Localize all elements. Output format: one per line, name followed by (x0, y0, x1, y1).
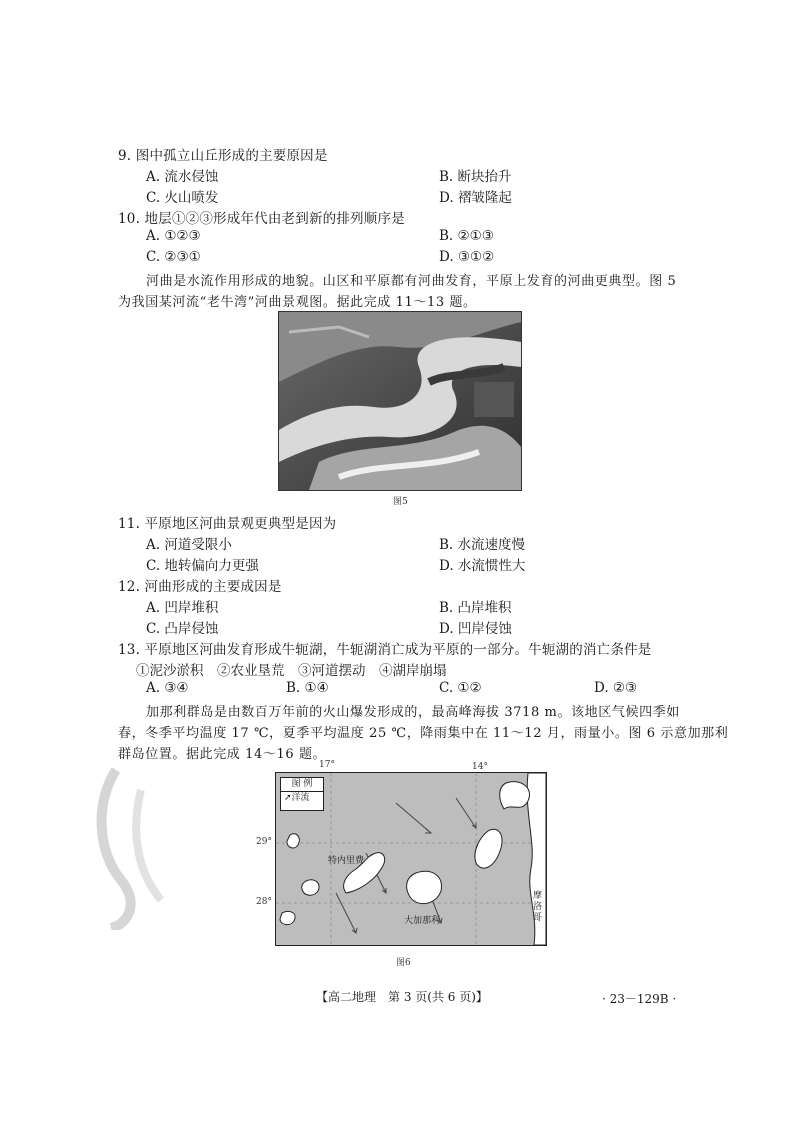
q10-option-c: C. ②③① (146, 249, 201, 265)
q12-option-a: A. 凹岸堆积 (146, 600, 219, 616)
q13-conditions: ①泥沙淤积 ②农业垦荒 ③河道摆动 ④湖岸崩塌 (136, 663, 447, 679)
q11-option-b: B. 水流速度慢 (439, 537, 526, 553)
q10-option-a: A. ①②③ (146, 228, 201, 244)
map-lon-left: 17° (319, 760, 335, 770)
map-lon-right: 14° (472, 762, 488, 772)
q12-option-c: C. 凸岸侵蚀 (146, 621, 219, 637)
q11-stem: 11. 平原地区河曲景观更典型是因为 (118, 516, 337, 532)
q11-option-c: C. 地转偏向力更强 (146, 558, 259, 574)
passage2-line2: 春，冬季平均温度 17 ℃，夏季平均温度 25 ℃，降雨集中在 11～12 月，雨量小。图 6 示意加那利 (118, 726, 729, 741)
q9-option-d: D. 褶皱隆起 (439, 190, 512, 206)
q13-stem: 13. 平原地区河曲发育形成牛轭湖，牛轭湖消亡成为平原的一部分。牛轭湖的消亡条件是 (118, 642, 652, 658)
figure5-meander-photo (278, 311, 522, 491)
footer-code: · 23－129B · (602, 992, 677, 1006)
q13-option-b: B. ①④ (286, 680, 329, 696)
q11-option-d: D. 水流惯性大 (439, 558, 526, 574)
passage1-line1: 河曲是水流作用形成的地貌。山区和平原都有河曲发育，平原上发育的河曲更典型。图 5 (146, 274, 677, 289)
q13-option-d: D. ②③ (594, 680, 638, 696)
footer-page-info: 【高二地理 第 3 页(共 6 页)】 (316, 990, 488, 1004)
passage1-line2: 为我国某河流“老牛湾”河曲景观图。据此完成 11～13 题。 (118, 295, 477, 310)
current-arrow-icon: ➚ (284, 793, 292, 803)
q13-option-a: A. ③④ (146, 680, 189, 696)
q12-option-d: D. 凹岸侵蚀 (439, 621, 512, 637)
q12-option-b: B. 凸岸堆积 (439, 600, 512, 616)
map-legend (280, 777, 324, 811)
map-lat-top: 29° (256, 837, 272, 847)
legend-current-label: 洋流 (291, 793, 310, 803)
label-gran-canaria: 大加那利 (404, 916, 441, 926)
q10-option-d: D. ③①② (439, 249, 495, 265)
q9-option-a: A. 流水侵蚀 (146, 169, 219, 185)
q9-stem: 9. 图中孤立山丘形成的主要原因是 (118, 148, 328, 164)
q9-option-c: C. 火山喷发 (146, 190, 219, 206)
map-lat-bottom: 28° (256, 897, 272, 907)
legend-title: 图 例 (281, 778, 323, 792)
passage2-line3: 群岛位置。据此完成 14～16 题。 (118, 747, 327, 762)
figure6-caption: 图6 (396, 958, 411, 968)
figure5-caption: 图5 (393, 497, 408, 507)
scan-artifact (86, 760, 206, 930)
q13-option-c: C. ①② (439, 680, 482, 696)
label-morocco: 摩洛哥 (533, 891, 543, 923)
label-tenerife: 特内里费 (328, 856, 365, 866)
passage2-line1: 加那利群岛是由数百万年前的火山爆发形成的，最高峰海拔 3718 m。该地区气候四季如 (146, 705, 680, 720)
legend-current-item (281, 792, 323, 805)
q10-stem: 10. 地层①②③形成年代由老到新的排列顺序是 (118, 211, 405, 227)
q11-option-a: A. 河道受限小 (146, 537, 232, 553)
q12-stem: 12. 河曲形成的主要成因是 (118, 579, 282, 595)
figure6-canary-islands-map (275, 772, 547, 946)
q10-option-b: B. ②①③ (439, 228, 494, 244)
q9-option-b: B. 断块抬升 (439, 169, 512, 185)
